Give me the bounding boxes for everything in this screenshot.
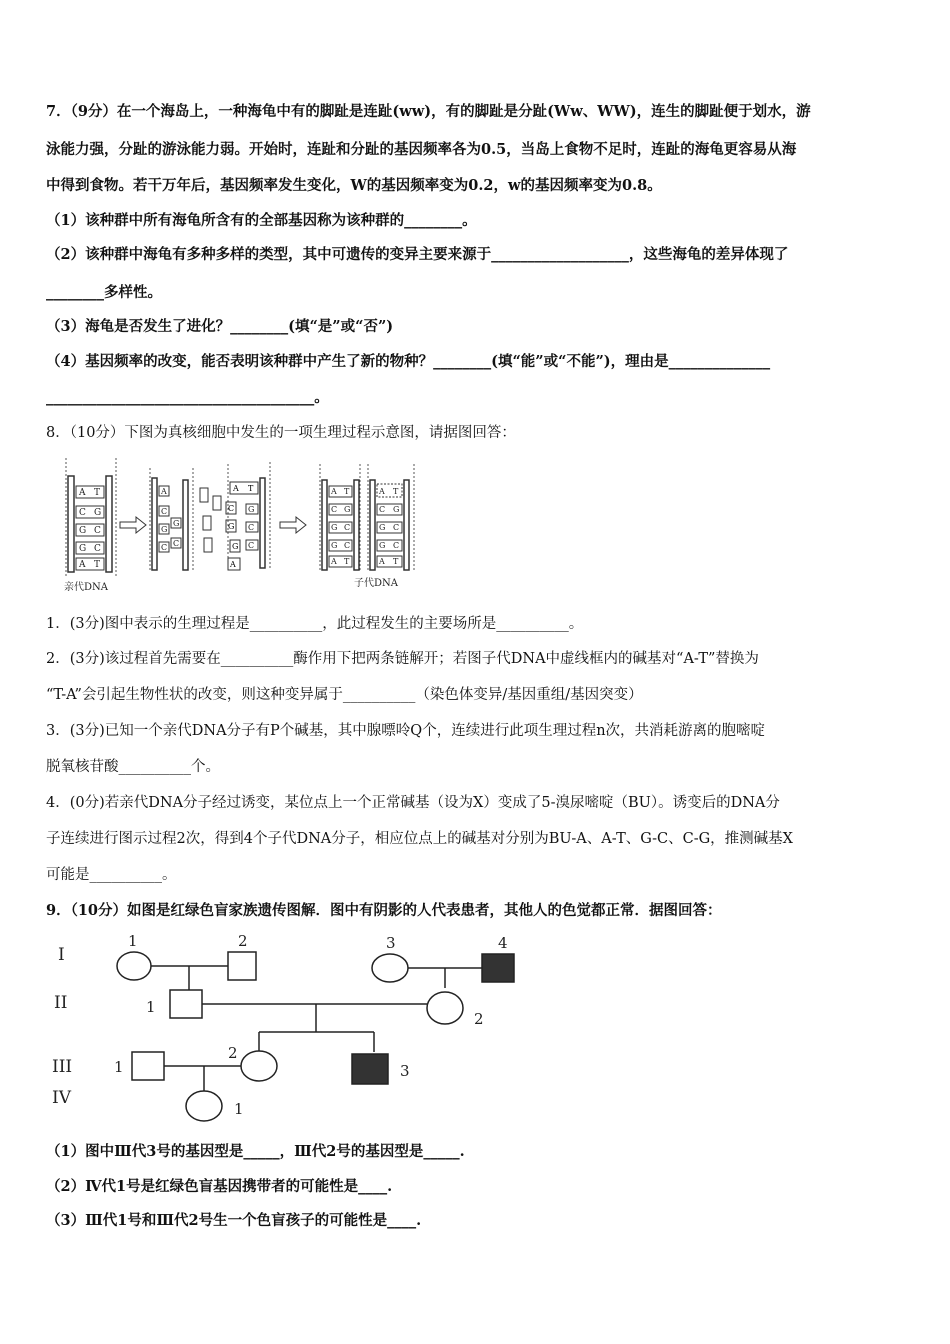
q8-intro: 8．（10分）下图为真核细胞中发生的一项生理过程示意图，请据图回答： [46, 425, 516, 441]
svg-text:A: A [331, 557, 337, 566]
q9-intro: 9．（10分）如图是红绿色盲家族遗传图解．图中有阴影的人代表患者，其他人的色觉都正常．据图回答： [46, 902, 722, 919]
q7-sub-2: （2）该种群中海龟有多种多样的类型，其中可遗传的变异主要来源于___________________，这些海龟的差异体现了 [46, 246, 789, 263]
q8-sub-2: 2．(3分)该过程首先需要在__________酶作用下把两条链解开；若图子代DNA中虚线框内的碱基对“A-T”替换为 [46, 651, 759, 667]
q7-sub-1: （1）该种群中所有海龟所含有的全部基因称为该种群的________。 [46, 212, 477, 229]
individual-I-2 [228, 952, 256, 980]
svg-text:G: G [248, 505, 255, 514]
svg-text:C: C [94, 544, 101, 554]
pedigree-chart [46, 928, 566, 1128]
q8-sub-3-cont: 脱氧核苷酸__________个。 [46, 759, 220, 775]
child-dna-label: 子代DNA [354, 578, 398, 589]
individual-I-1 [117, 952, 151, 980]
svg-text:C: C [248, 523, 255, 532]
svg-text:C: C [161, 543, 168, 552]
svg-text:C: C [344, 523, 351, 532]
svg-text:T: T [393, 487, 399, 496]
svg-text:A: A [379, 487, 385, 496]
individual-III-3 [352, 1054, 388, 1084]
q7-sub-2-cont: ________多样性。 [46, 284, 162, 301]
svg-text:A: A [79, 488, 86, 498]
individual-III-2 [241, 1051, 277, 1081]
q7-line-1: 7．（9分）在一个海岛上，一种海龟中有的脚趾是连趾(ww)，有的脚趾是分趾(Ww、WW)，连生的脚趾便于划水，游 [46, 103, 811, 120]
svg-text:A: A [79, 560, 86, 570]
svg-text:1: 1 [234, 1100, 244, 1118]
individual-I-4 [482, 954, 514, 982]
arrow-icon [120, 517, 146, 533]
synthesis-dna [226, 462, 270, 570]
svg-text:C: C [79, 508, 86, 518]
svg-text:T: T [248, 484, 254, 493]
q7-sub-4: （4）基因频率的改变，能否表明该种群中产生了新的物种？________(填“能”或“不能”)，理由是______________ [46, 353, 771, 370]
q7-line-2: 泳能力强，分趾的游泳能力弱。开始时，连趾和分趾的基因频率各为0.5，当岛上食物不足时，连趾的海龟更容易从海 [46, 141, 797, 158]
q8-sub-1: 1．(3分)图中表示的生理过程是__________，此过程发生的主要场所是__________。 [46, 616, 584, 632]
q8-sub-3: 3．(3分)已知一个亲代DNA分子有P个碱基，其中腺嘌呤Q个，连续进行此项生理过程n次，共消耗游离的胞嘧啶 [46, 723, 766, 739]
child-dna [320, 464, 414, 589]
svg-text:T: T [94, 560, 101, 570]
q8-sub-4-cont2: 可能是__________。 [46, 867, 177, 883]
svg-text:G: G [379, 541, 386, 550]
q7-sub-3: （3）海龟是否发生了进化？________(填“是”或“否”) [46, 318, 394, 335]
individual-I-3 [372, 954, 408, 982]
individual-III-1 [132, 1052, 164, 1080]
svg-text:G: G [79, 526, 87, 536]
svg-text:C: C [161, 507, 168, 516]
q8-sub-4: 4．(0分)若亲代DNA分子经过诱变，某位点上一个正常碱基（设为X）变成了5-溴尿嘧啶（BU）。诱变后的DNA分 [46, 795, 780, 811]
svg-text:3: 3 [386, 934, 396, 952]
svg-text:A: A [161, 487, 167, 496]
svg-text:2: 2 [238, 932, 248, 950]
svg-text:1: 1 [146, 998, 156, 1016]
svg-text:G: G [393, 505, 400, 514]
svg-text:C: C [248, 541, 255, 550]
svg-text:A: A [331, 487, 337, 496]
q7-sub-4-cont: _____________________________________。 [46, 389, 329, 406]
parent-dna-label: 亲代DNA [64, 582, 108, 593]
svg-text:A: A [230, 560, 236, 569]
generation-label: I [58, 945, 65, 965]
svg-text:T: T [344, 487, 350, 496]
svg-text:G: G [228, 522, 235, 531]
svg-text:1: 1 [128, 932, 138, 950]
svg-text:A: A [379, 557, 385, 566]
svg-text:G: G [94, 508, 102, 518]
q9-sub-2: （2）Ⅳ代1号是红绿色盲基因携带者的可能性是____. [46, 1178, 393, 1195]
svg-text:G: G [344, 505, 351, 514]
svg-text:A: A [233, 484, 239, 493]
unwinding-dna [150, 468, 221, 570]
svg-text:G: G [161, 525, 168, 534]
svg-text:C: C [228, 504, 235, 513]
svg-text:1: 1 [114, 1058, 124, 1076]
svg-text:T: T [344, 557, 350, 566]
svg-text:G: G [331, 523, 338, 532]
generation-label: IV [52, 1088, 71, 1108]
individual-II-2 [427, 992, 463, 1024]
q8-sub-2-cont: “T-A”会引起生物性状的改变，则这种变异属于__________（染色体变异/基因重组/基因突变） [46, 687, 643, 703]
svg-text:G: G [232, 542, 239, 551]
parent-dna [64, 458, 116, 593]
q9-sub-3: （3）Ⅲ代1号和Ⅲ代2号生一个色盲孩子的可能性是____. [46, 1212, 422, 1229]
individual-IV-1 [186, 1091, 222, 1121]
svg-text:T: T [94, 488, 101, 498]
generation-label: II [54, 993, 68, 1013]
svg-text:C: C [331, 505, 338, 514]
svg-text:G: G [79, 544, 87, 554]
q7-line-3: 中得到食物。若干万年后，基因频率发生变化，W的基因频率变为0.2，w的基因频率变为0.8。 [46, 177, 662, 194]
q9-sub-1: （1）图中Ⅲ代3号的基因型是_____，Ⅲ代2号的基因型是_____. [46, 1143, 465, 1160]
svg-text:C: C [393, 541, 400, 550]
svg-text:T: T [393, 557, 399, 566]
q8-sub-4-cont: 子连续进行图示过程2次，得到4个子代DNA分子，相应位点上的碱基对分别为BU-A、A-T、G-C、C-G，推测碱基X [46, 831, 793, 847]
individual-II-1 [170, 990, 202, 1018]
svg-text:4: 4 [498, 934, 508, 952]
svg-text:C: C [173, 539, 180, 548]
svg-text:C: C [344, 541, 351, 550]
svg-text:C: C [94, 526, 101, 536]
svg-text:G: G [173, 519, 180, 528]
svg-text:G: G [331, 541, 338, 550]
svg-text:2: 2 [474, 1010, 484, 1028]
svg-text:G: G [379, 523, 386, 532]
svg-text:C: C [379, 505, 386, 514]
arrow-icon [280, 517, 306, 533]
svg-text:2: 2 [228, 1044, 238, 1062]
svg-text:3: 3 [400, 1062, 410, 1080]
svg-text:C: C [393, 523, 400, 532]
dna-replication-figure [58, 458, 458, 598]
generation-label: III [52, 1057, 73, 1077]
